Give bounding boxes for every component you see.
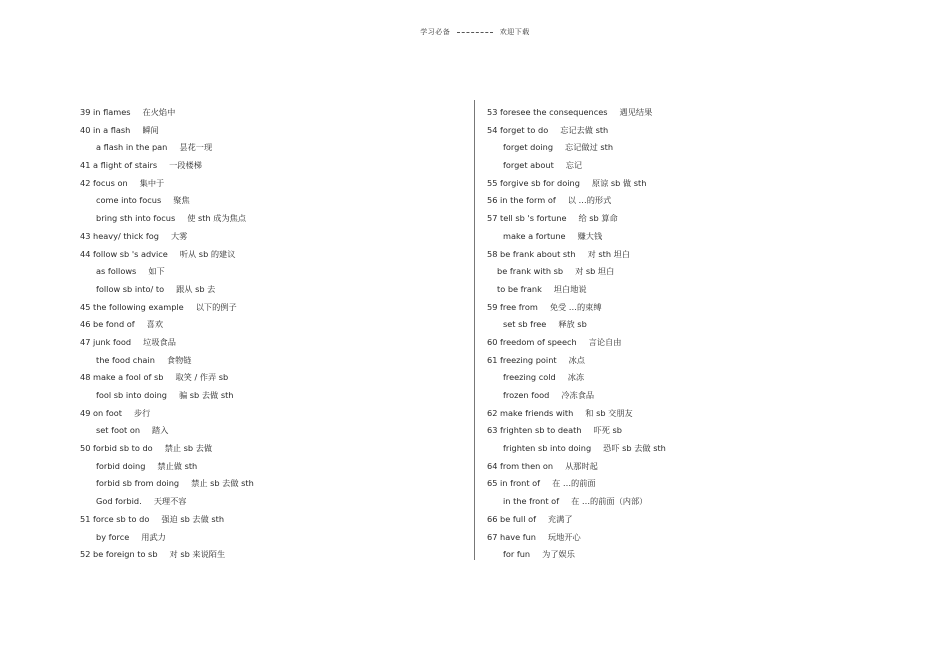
phrase-english: forbid doing — [96, 460, 146, 471]
phrase-english: 52 be foreign to sb — [80, 549, 158, 560]
phrase-row — [80, 422, 470, 440]
phrase-chinese: 垃圾食品 — [143, 336, 176, 347]
phrase-chinese: 冰冻 — [567, 372, 585, 383]
phrase-english: 63 frighten sb to death — [487, 425, 582, 436]
phrase-chinese: 天理不容 — [153, 496, 187, 507]
phrase-english: 41 a flight of stairs — [80, 160, 158, 171]
phrase-chinese: 取笑 / 作弄 sb — [175, 372, 229, 383]
phrase-chinese: 免受 …的束缚 — [549, 301, 602, 312]
phrase-row — [487, 246, 877, 264]
phrase-english: 49 on foot — [80, 407, 122, 418]
phrase-row — [487, 511, 877, 529]
phrase-english: 59 free from — [487, 301, 538, 312]
phrase-english: as follows — [96, 266, 137, 277]
phrase-row — [80, 529, 470, 547]
phrase-row — [487, 493, 877, 511]
phrase-chinese: 集中于 — [139, 177, 165, 188]
phrase-english: 45 the following example — [80, 301, 184, 312]
phrase-english: to be frank — [497, 283, 542, 294]
phrase-english: 51 force sb to do — [80, 513, 150, 524]
phrase-chinese: 遇见结果 — [619, 107, 653, 117]
phrase-row — [80, 246, 470, 264]
phrase-chinese: 玩地开心 — [547, 531, 581, 542]
phrase-row — [487, 157, 877, 175]
phrase-english: by force — [96, 531, 130, 542]
phrase-chinese: 一段楼梯 — [169, 160, 202, 171]
phrase-english: 55 forgive sb for doing — [487, 177, 580, 188]
phrase-english: forget about — [503, 160, 554, 171]
page-header — [0, 27, 950, 37]
phrase-row — [80, 210, 470, 228]
phrase-english: 53 foresee the consequences — [487, 107, 608, 117]
phrase-chinese: 禁止做 sth — [157, 460, 198, 471]
phrase-row — [487, 281, 877, 299]
phrase-chinese: 瞬间 — [142, 124, 159, 135]
phrase-chinese: 从那时起 — [565, 460, 598, 471]
phrase-row — [80, 458, 470, 476]
phrase-english: 50 forbid sb to do — [80, 443, 153, 454]
phrase-row — [80, 139, 470, 157]
phrase-chinese: 跟从 sb 去 — [176, 283, 216, 294]
phrase-row — [80, 352, 470, 370]
phrase-row — [487, 210, 877, 228]
phrase-chinese: 释放 sb — [558, 319, 587, 330]
phrase-english: make a fortune — [503, 230, 566, 241]
phrase-chinese: 吓死 sb — [593, 425, 622, 436]
phrase-english: forbid sb from doing — [96, 478, 180, 489]
phrase-chinese: 忘记 — [565, 160, 583, 171]
phrase-english: God forbid. — [96, 496, 142, 507]
phrase-chinese: 忘记去做 sth — [560, 124, 609, 135]
phrase-row — [80, 511, 470, 529]
phrase-row — [80, 316, 470, 334]
phrase-chinese: 言论自由 — [588, 336, 622, 347]
phrase-english: set foot on — [96, 425, 141, 436]
header-left-text: 学习必备 — [420, 28, 451, 36]
phrase-english: 47 junk food — [80, 336, 132, 347]
phrase-row — [80, 493, 470, 511]
phrase-chinese: 忘记做过 sth — [565, 142, 614, 153]
phrase-row — [80, 281, 470, 299]
phrase-english: 58 be frank about sth — [487, 248, 576, 259]
phrase-chinese: 食物链 — [166, 354, 192, 365]
phrase-row — [80, 405, 470, 423]
phrase-english: forget doing — [503, 142, 554, 153]
phrase-row — [487, 316, 877, 334]
phrase-row — [487, 139, 877, 157]
phrase-chinese: 用武力 — [141, 531, 166, 542]
phrase-chinese: 给 sb 算命 — [578, 213, 618, 224]
phrase-chinese: 对 sb 来说陌生 — [169, 549, 226, 560]
right-column — [487, 104, 877, 564]
phrase-english: 46 be fond of — [80, 319, 135, 330]
phrase-chinese: 和 sb 交朋友 — [585, 407, 633, 418]
phrase-row — [487, 422, 877, 440]
phrase-row — [487, 405, 877, 423]
phrase-row — [487, 546, 877, 564]
phrase-row — [80, 334, 470, 352]
phrase-chinese: 原谅 sb 做 sth — [591, 177, 647, 188]
phrase-row — [80, 546, 470, 564]
phrase-english: 48 make a fool of sb — [80, 372, 164, 383]
phrase-chinese: 踏入 — [152, 425, 169, 436]
phrase-chinese: 大雾 — [170, 230, 188, 241]
phrase-row — [80, 440, 470, 458]
phrase-chinese: 在 …的前面 — [552, 478, 596, 489]
phrase-row — [487, 228, 877, 246]
phrase-chinese: 强迫 sb 去做 sth — [161, 513, 225, 524]
phrase-chinese: 以下的例子 — [195, 301, 237, 312]
phrase-english: 39 in flames — [80, 107, 131, 117]
phrase-english: fool sb into doing — [96, 390, 167, 400]
phrase-row — [487, 263, 877, 281]
phrase-row — [487, 458, 877, 476]
phrase-row — [80, 369, 470, 387]
phrase-english: in the front of — [503, 496, 560, 507]
phrase-chinese: 步行 — [133, 407, 151, 418]
phrase-chinese: 使 sth 成为焦点 — [187, 213, 247, 224]
phrase-row — [80, 263, 470, 281]
phrase-chinese: 在火焰中 — [142, 107, 176, 117]
phrase-chinese: 聚焦 — [173, 195, 190, 206]
phrase-row — [80, 299, 470, 317]
phrase-chinese: 昙花一现 — [179, 142, 213, 153]
phrase-english: be frank with sb — [497, 266, 564, 277]
phrase-english: 42 focus on — [80, 177, 128, 188]
phrase-english: set sb free — [503, 319, 547, 330]
phrase-english: frighten sb into doing — [503, 443, 592, 454]
phrase-chinese: 坦白地说 — [553, 283, 587, 294]
phrase-english: 67 have fun — [487, 531, 536, 542]
phrase-english: 66 be full of — [487, 513, 536, 524]
phrase-chinese: 冷冻食品 — [561, 390, 595, 400]
phrase-row — [487, 175, 877, 193]
phrase-row — [80, 475, 470, 493]
column-divider — [474, 100, 475, 560]
phrase-english: 57 tell sb 's fortune — [487, 213, 567, 224]
phrase-row — [80, 175, 470, 193]
phrase-english: frozen food — [503, 390, 550, 400]
phrase-english: 54 forget to do — [487, 124, 549, 135]
phrase-row — [487, 352, 877, 370]
phrase-row — [487, 529, 877, 547]
phrase-chinese: 对 sb 坦白 — [575, 266, 615, 277]
phrase-english: 64 from then on — [487, 460, 554, 471]
phrase-row — [487, 104, 877, 122]
phrase-english: 56 in the form of — [487, 195, 556, 206]
phrase-chinese: 对 sth 坦白 — [587, 248, 630, 259]
phrase-english: 43 heavy/ thick fog — [80, 230, 159, 241]
phrase-chinese: 充满了 — [547, 513, 573, 524]
phrase-english: the food chain — [96, 354, 155, 365]
phrase-english: 62 make friends with — [487, 407, 574, 418]
phrase-chinese: 骗 sb 去做 sth — [179, 390, 234, 400]
phrase-english: freezing cold — [503, 372, 556, 383]
phrase-row — [80, 122, 470, 140]
phrase-english: bring sth into focus — [96, 213, 176, 224]
phrase-chinese: 为了娱乐 — [542, 549, 575, 560]
header-right-text: 欢迎下载 — [499, 28, 530, 36]
phrase-chinese: 以 …的形式 — [567, 195, 612, 206]
phrase-chinese: 冰点 — [568, 354, 585, 365]
phrase-chinese: 听从 sb 的建议 — [179, 248, 236, 259]
phrase-chinese: 赚大钱 — [577, 230, 603, 241]
left-column — [80, 104, 470, 564]
phrase-row — [487, 122, 877, 140]
phrase-row — [80, 387, 470, 405]
phrase-english: 61 freezing point — [487, 354, 557, 365]
phrase-row — [487, 475, 877, 493]
phrase-row — [487, 440, 877, 458]
phrase-row — [487, 387, 877, 405]
phrase-row — [80, 228, 470, 246]
header-dashes — [457, 32, 493, 33]
phrase-chinese: 喜欢 — [146, 319, 164, 330]
phrase-english: 65 in front of — [487, 478, 541, 489]
phrase-row — [80, 104, 470, 122]
phrase-row — [80, 157, 470, 175]
phrase-chinese: 如下 — [148, 266, 165, 277]
phrase-english: come into focus — [96, 195, 162, 206]
phrase-chinese: 在 …的前面（内部） — [571, 496, 648, 507]
phrase-row — [487, 299, 877, 317]
phrase-chinese: 恐吓 sb 去做 sth — [603, 443, 666, 454]
phrase-chinese: 禁止 sb 去做 sth — [191, 478, 254, 489]
phrase-row — [487, 192, 877, 210]
phrase-english: follow sb into/ to — [96, 283, 165, 294]
phrase-english: 60 freedom of speech — [487, 336, 577, 347]
phrase-english: 40 in a flash — [80, 124, 131, 135]
phrase-row — [80, 192, 470, 210]
phrase-chinese: 禁止 sb 去做 — [164, 443, 213, 454]
phrase-english: 44 follow sb 's advice — [80, 248, 168, 259]
phrase-english: for fun — [503, 549, 531, 560]
phrase-english: a flash in the pan — [96, 142, 168, 153]
phrase-row — [487, 369, 877, 387]
phrase-row — [487, 334, 877, 352]
